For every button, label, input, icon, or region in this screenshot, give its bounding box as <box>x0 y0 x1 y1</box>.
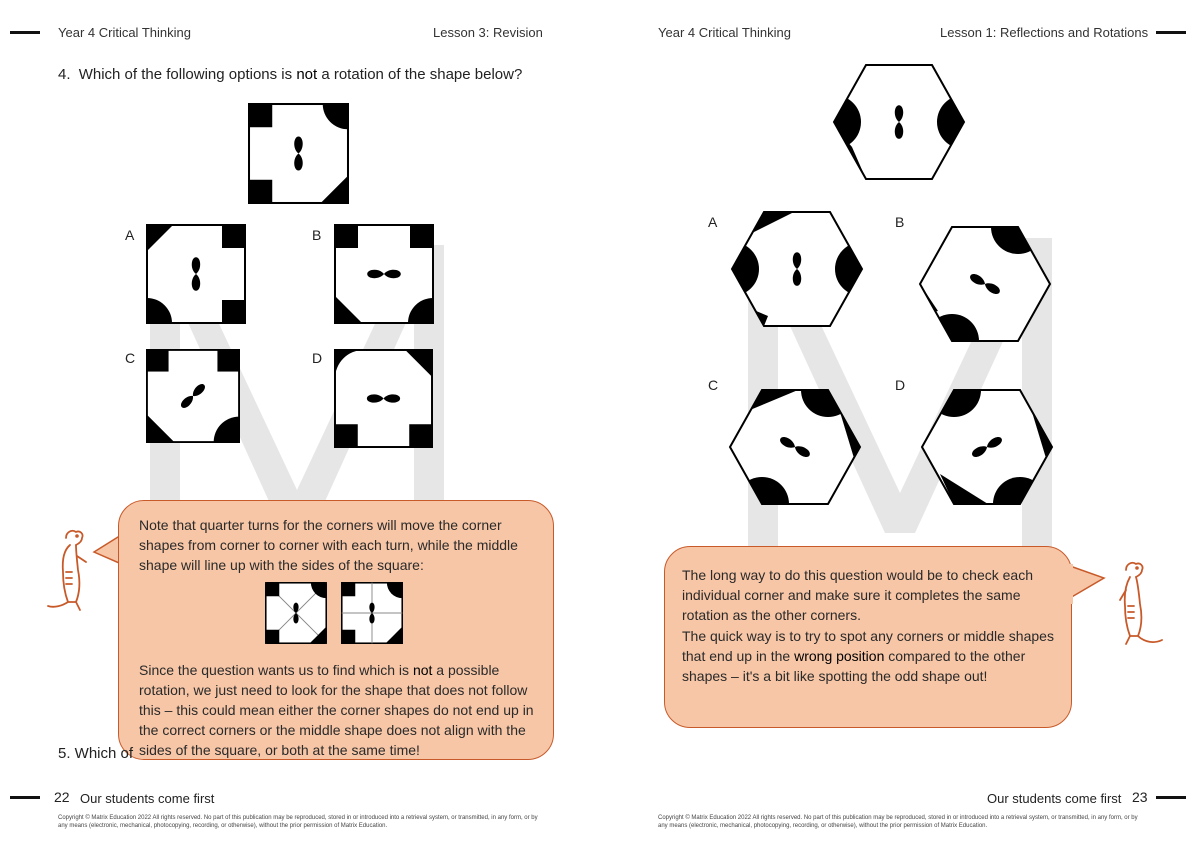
left-option-b-shape[interactable] <box>334 224 434 324</box>
question-4 <box>58 66 522 83</box>
left-page-number: 22 <box>54 789 70 805</box>
right-bubble-line2-emphasis: wrong position <box>794 647 885 664</box>
right-option-c-shape[interactable] <box>728 388 862 506</box>
left-explanation-bubble <box>118 500 554 760</box>
left-bubble-para2-before: Since the question wants us to find which is <box>139 661 413 678</box>
header-rule-right <box>1156 31 1186 34</box>
right-option-label-c: C <box>708 377 719 393</box>
left-option-c-shape[interactable] <box>146 349 240 443</box>
left-bubble-para2-after: a possible rotation, we just need to look for the shape that does not follow this – this could mean either the corner shapes do not end up in the correct corners or the middle shape does not align with the sides of the square, or both at the same time! <box>139 661 534 759</box>
right-option-b-shape[interactable] <box>918 225 1052 343</box>
original-square-shape <box>248 103 349 204</box>
right-option-label-d: D <box>895 377 906 393</box>
left-option-d-shape[interactable] <box>334 349 433 448</box>
left-bubble-para2 <box>139 660 535 761</box>
question-4-text-before: Which of the following options is <box>78 66 297 83</box>
left-option-label-b: B <box>312 227 322 243</box>
right-option-label-b: B <box>895 214 905 230</box>
right-header-lesson: Lesson 1: Reflections and Rotations <box>940 25 1149 40</box>
right-bubble-tail <box>1068 564 1108 604</box>
left-option-label-a: A <box>125 227 135 243</box>
footer-rule-left <box>10 796 40 799</box>
original-hexagon-shape <box>832 63 966 181</box>
left-option-label-d: D <box>312 350 323 366</box>
left-bubble-para2-emphasis: not <box>412 661 433 678</box>
middle-alignment-diagram <box>341 582 403 644</box>
right-option-label-a: A <box>708 214 718 230</box>
right-option-a-shape[interactable] <box>730 210 864 328</box>
right-header-title: Year 4 Critical Thinking <box>658 25 791 40</box>
meerkat-mascot-right-icon <box>1112 560 1168 650</box>
right-bubble-line1: The long way to do this question would be to check each individual corner and make sure it completes the same rotation as the other corners. <box>682 567 1033 624</box>
question-4-text-after: a rotation of the shape below? <box>317 66 523 83</box>
left-option-a-shape[interactable] <box>146 224 246 324</box>
right-bubble-line2-before: The quick way is to try to spot any corners or middle shapes that end up in the <box>682 627 1054 664</box>
left-copyright: Copyright © Matrix Education 2022 All rights reserved. No part of this publication may be reproduced, stored in or introduced into a retrieval system, or transmitted, in any form, or by any means (electronic, mechanical, photocopying, recording, or otherwise), without the prior permission of Matrix Education. <box>58 815 538 829</box>
right-footer-text: Our students come first <box>987 791 1122 806</box>
left-bubble-illustrations <box>139 576 535 660</box>
footer-rule-right <box>1156 796 1186 799</box>
question-5-partial: 5. Which of <box>58 745 134 762</box>
right-bubble-line2-after: compared to the other shapes – it's a bit like spotting the odd shape out! <box>682 647 1026 685</box>
right-bubble-line2 <box>682 626 1055 687</box>
right-option-d-shape[interactable] <box>920 388 1054 506</box>
question-4-number: 4. <box>58 66 71 83</box>
right-explanation-bubble <box>664 546 1072 728</box>
left-bubble-para1: Note that quarter turns for the corners will move the corner shapes from corner to corner with each turn, while the middle shape will line up with the sides of the square: <box>139 517 518 574</box>
header-rule-left <box>10 31 40 34</box>
left-header-title: Year 4 Critical Thinking <box>58 25 191 40</box>
right-copyright: Copyright © Matrix Education 2022 All rights reserved. No part of this publication may be reproduced, stored in or introduced into a retrieval system, or transmitted, in any form, or by any means (electronic, mechanical, photocopying, recording, or otherwise), without the prior permission of Matrix Education. <box>658 815 1138 829</box>
left-header-lesson: Lesson 3: Revision <box>433 25 543 40</box>
left-footer-text: Our students come first <box>80 791 215 806</box>
question-4-emphasis: not <box>296 66 318 83</box>
left-option-label-c: C <box>125 350 136 366</box>
right-page-number: 23 <box>1132 789 1148 805</box>
corner-rotation-diagram <box>265 582 327 644</box>
